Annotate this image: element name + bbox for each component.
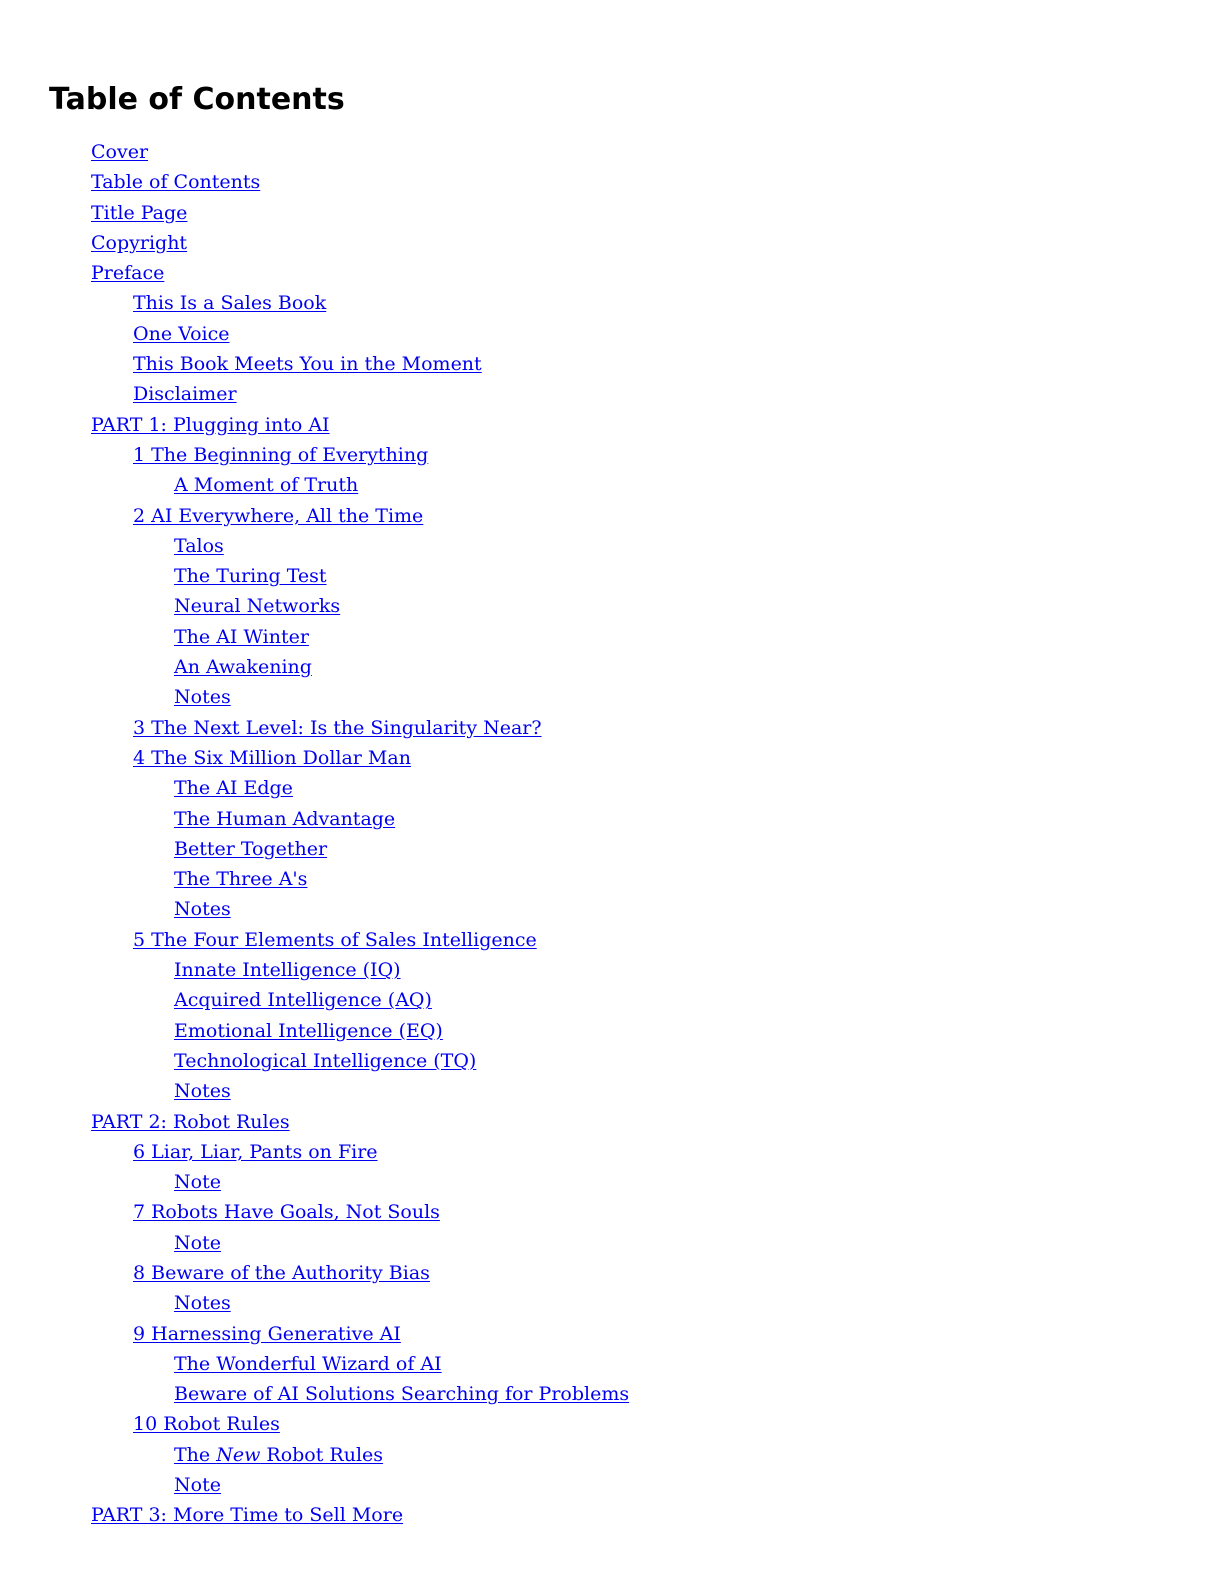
toc-link[interactable]: Note (174, 1231, 221, 1254)
toc-link[interactable] (174, 1444, 383, 1466)
toc-link[interactable]: 3 The Next Level: Is the Singularity Near? (133, 716, 542, 739)
toc-link[interactable]: 8 Beware of the Authority Bias (133, 1261, 430, 1284)
toc-entry (0, 622, 629, 652)
toc-entry (0, 379, 629, 409)
toc-link[interactable]: Notes (174, 1292, 231, 1315)
toc-entry (0, 167, 629, 197)
toc-link[interactable]: Acquired Intelligence (AQ) (174, 989, 432, 1012)
toc-entry (0, 1379, 629, 1409)
toc-link[interactable]: Note (174, 1171, 221, 1194)
toc-entry (0, 713, 629, 743)
toc-link[interactable]: Preface (91, 262, 165, 285)
toc-entry (0, 1319, 629, 1349)
toc-link[interactable]: Better Together (174, 837, 328, 860)
toc-entry (0, 834, 629, 864)
toc-entry (0, 228, 629, 258)
toc-link[interactable]: 2 AI Everywhere, All the Time (133, 504, 424, 527)
toc-entry (0, 894, 629, 924)
toc-entry (0, 1228, 629, 1258)
toc-entry (0, 773, 629, 803)
toc-link[interactable]: 5 The Four Elements of Sales Intelligence (133, 928, 537, 951)
toc-entry (0, 591, 629, 621)
toc-link[interactable]: The AI Edge (174, 777, 293, 800)
toc-entry (0, 864, 629, 894)
toc-entry (0, 1167, 629, 1197)
toc-link[interactable]: An Awakening (174, 656, 312, 679)
toc-link[interactable]: The Turing Test (174, 565, 327, 588)
toc-link[interactable]: 1 The Beginning of Everything (133, 443, 429, 466)
toc-entry (0, 410, 629, 440)
toc-entry (0, 682, 629, 712)
toc-entry (0, 198, 629, 228)
toc-entry (0, 1288, 629, 1318)
toc-link[interactable]: 10 Robot Rules (133, 1413, 280, 1436)
toc-link[interactable]: The Three A's (174, 868, 308, 891)
toc-link-italic-text: New (216, 1443, 261, 1466)
toc-link[interactable]: 9 Harnessing Generative AI (133, 1322, 401, 1345)
toc-link[interactable]: Table of Contents (91, 171, 261, 194)
toc-entry (0, 985, 629, 1015)
toc-entry (0, 1016, 629, 1046)
toc-link[interactable]: The AI Winter (174, 625, 309, 648)
toc-entry (0, 1470, 629, 1500)
toc-entry (0, 1076, 629, 1106)
toc-entry (0, 1197, 629, 1227)
toc-link[interactable]: The Wonderful Wizard of AI (174, 1352, 442, 1375)
toc-link-text: The (174, 1443, 217, 1466)
toc-link[interactable]: This Book Meets You in the Moment (133, 353, 482, 376)
toc-link[interactable]: 6 Liar, Liar, Pants on Fire (133, 1140, 378, 1163)
toc-entry (0, 743, 629, 773)
toc-link-text: Robot Rules (260, 1443, 384, 1466)
toc-link[interactable]: Note (174, 1474, 221, 1497)
toc-link[interactable]: Innate Intelligence (IQ) (174, 959, 401, 982)
toc-entry (0, 288, 629, 318)
toc-entry (0, 1046, 629, 1076)
toc-list (0, 137, 629, 1531)
toc-entry (0, 531, 629, 561)
toc-entry (0, 349, 629, 379)
toc-entry (0, 1349, 629, 1379)
toc-link[interactable]: Neural Networks (174, 595, 341, 618)
toc-entry (0, 925, 629, 955)
toc-link[interactable]: 7 Robots Have Goals, Not Souls (133, 1201, 440, 1224)
toc-link[interactable]: Beware of AI Solutions Searching for Problems (174, 1383, 630, 1406)
toc-entry (0, 440, 629, 470)
toc-link[interactable]: One Voice (133, 322, 230, 345)
toc-link[interactable]: Notes (174, 898, 231, 921)
page-title: Table of Contents (49, 82, 345, 117)
toc-link[interactable]: This Is a Sales Book (133, 292, 327, 315)
toc-entry (0, 1409, 629, 1439)
toc-link[interactable]: The Human Advantage (174, 807, 396, 830)
toc-link[interactable]: Emotional Intelligence (EQ) (174, 1019, 443, 1042)
toc-entry (0, 258, 629, 288)
toc-link[interactable]: Title Page (91, 201, 188, 224)
toc-entry (0, 955, 629, 985)
toc-link[interactable]: Notes (174, 686, 231, 709)
toc-entry (0, 1107, 629, 1137)
toc-entry (0, 652, 629, 682)
toc-link[interactable]: A Moment of Truth (174, 474, 359, 497)
toc-link[interactable]: Copyright (91, 231, 188, 254)
toc-entry (0, 804, 629, 834)
toc-entry (0, 501, 629, 531)
toc-entry (0, 1137, 629, 1167)
toc-entry (0, 1440, 629, 1470)
toc-entry (0, 470, 629, 500)
toc-link[interactable]: PART 1: Plugging into AI (91, 413, 330, 436)
toc-link[interactable]: 4 The Six Million Dollar Man (133, 746, 411, 769)
toc-entry (0, 137, 629, 167)
toc-link[interactable]: Notes (174, 1080, 231, 1103)
toc-link[interactable]: Talos (174, 534, 224, 557)
toc-link[interactable]: PART 2: Robot Rules (91, 1110, 290, 1133)
toc-entry (0, 1500, 629, 1530)
toc-entry (0, 319, 629, 349)
toc-link[interactable]: Cover (91, 141, 149, 163)
toc-entry (0, 561, 629, 591)
toc-entry (0, 1258, 629, 1288)
toc-link[interactable]: PART 3: More Time to Sell More (91, 1504, 404, 1527)
toc-link[interactable]: Disclaimer (133, 383, 237, 406)
toc-link[interactable]: Technological Intelligence (TQ) (174, 1049, 477, 1072)
